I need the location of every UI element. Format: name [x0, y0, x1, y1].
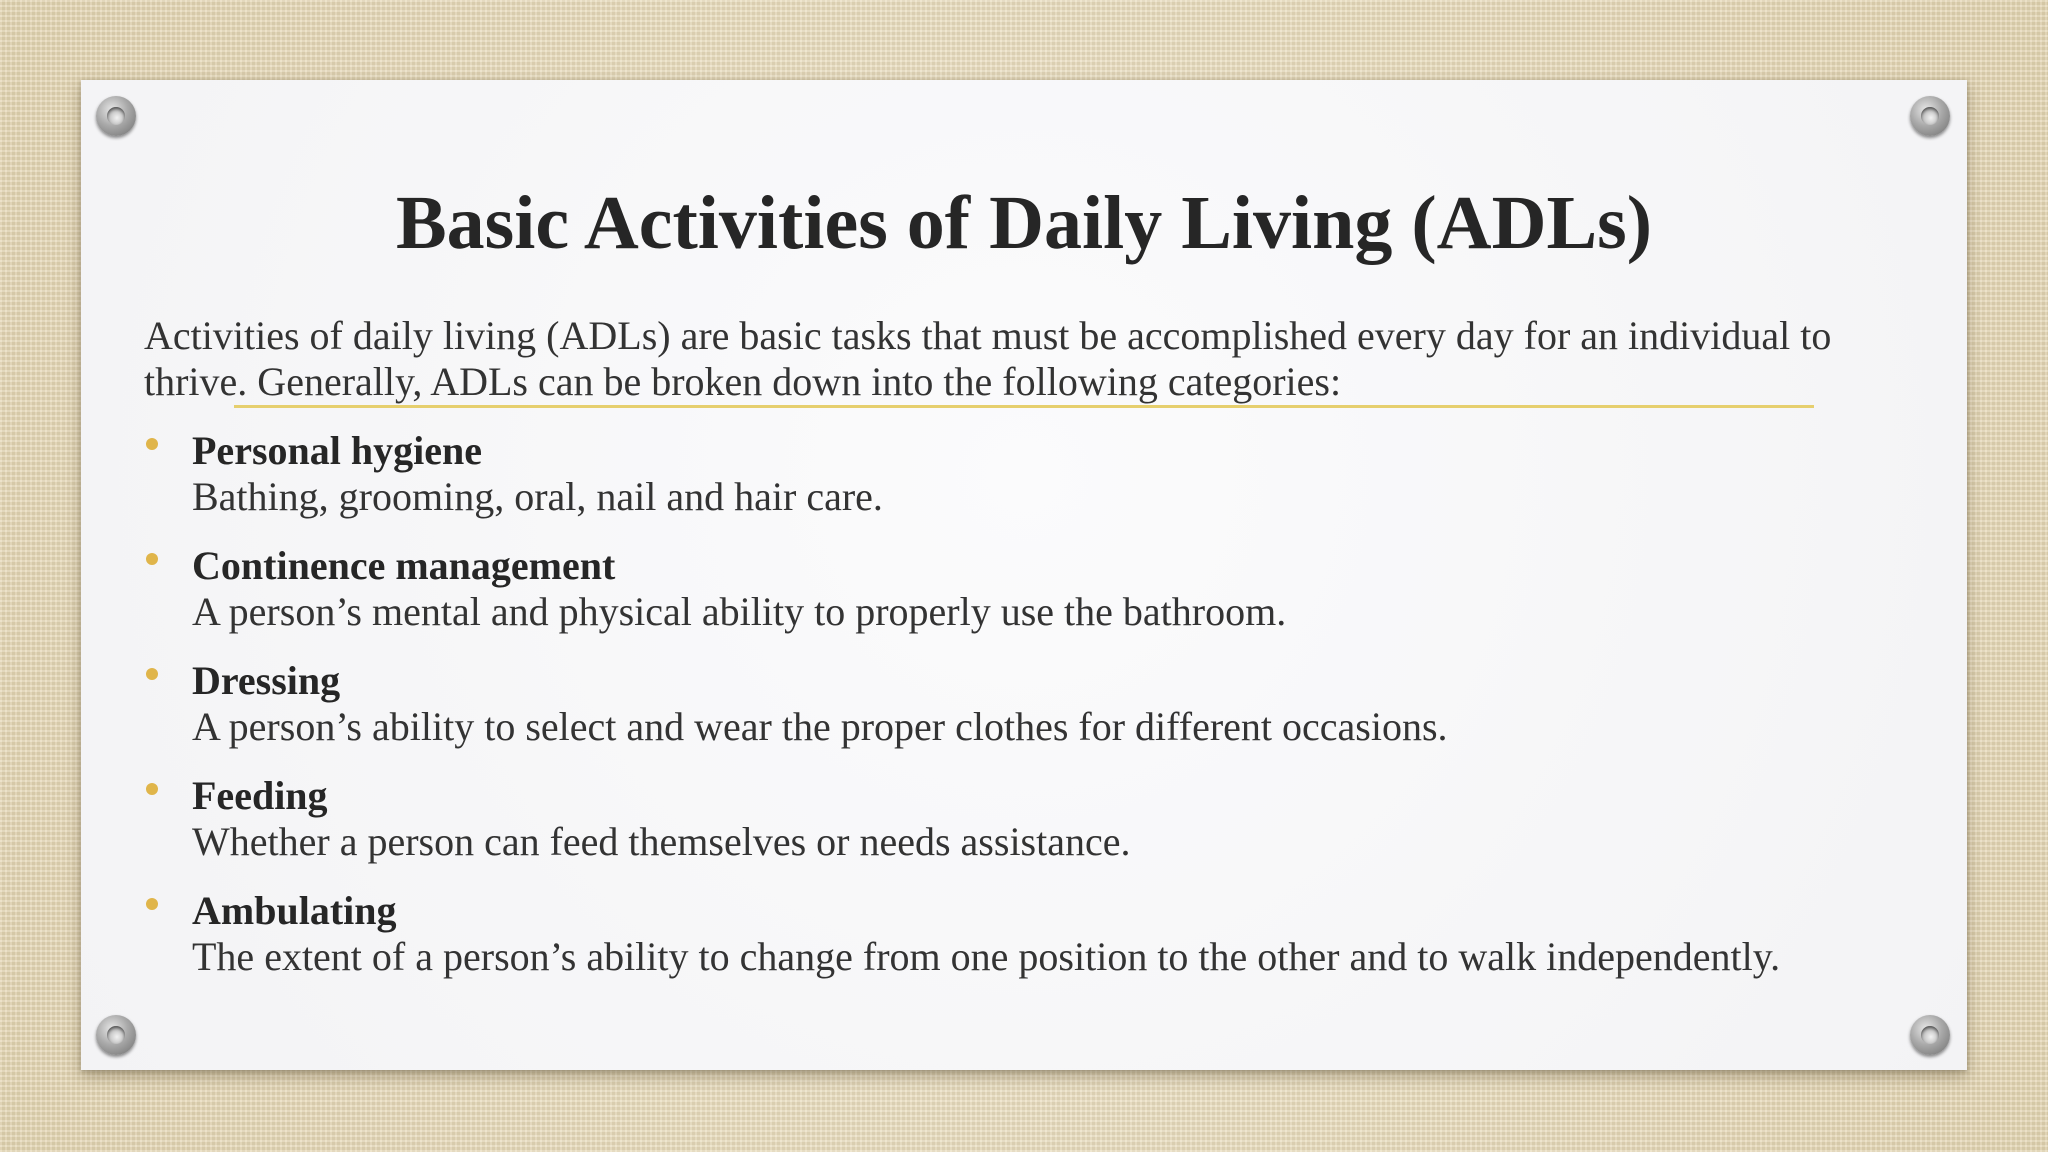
accent-underline — [234, 405, 1814, 408]
intro-paragraph: Activities of daily living (ADLs) are basic tasks that must be accomplished every day for an individual to thrive. Generally, ADLs can be broken down into the following categories: — [144, 313, 1832, 404]
slide-title: Basic Activities of Daily Living (ADLs) — [395, 181, 1653, 265]
item-description: Bathing, grooming, oral, nail and hair care. — [192, 474, 883, 519]
list-item — [144, 658, 1864, 750]
grommet-icon — [1910, 1015, 1950, 1055]
list-item — [144, 543, 1864, 635]
grommet-icon — [96, 96, 136, 136]
item-title: Ambulating — [192, 888, 397, 933]
item-description: A person’s ability to select and wear the proper clothes for different occasions. — [192, 704, 1448, 749]
bullet-icon — [146, 668, 158, 680]
list-item — [144, 773, 1864, 865]
item-description: Whether a person can feed themselves or needs assistance. — [192, 819, 1131, 864]
grommet-icon — [96, 1015, 136, 1055]
list-item — [144, 888, 1864, 980]
bullet-icon — [146, 553, 158, 565]
item-title: Dressing — [192, 658, 341, 703]
bullet-icon — [146, 898, 158, 910]
adl-category-list — [144, 428, 1864, 1003]
item-description: A person’s mental and physical ability to properly use the bathroom. — [192, 589, 1287, 634]
list-item — [144, 428, 1864, 520]
grommet-icon — [1910, 96, 1950, 136]
item-title: Continence management — [192, 543, 616, 588]
item-description: The extent of a person’s ability to change from one position to the other and to walk independently. — [192, 934, 1781, 979]
item-title: Feeding — [192, 773, 328, 818]
item-title: Personal hygiene — [192, 428, 482, 473]
bullet-icon — [146, 783, 158, 795]
bullet-icon — [146, 438, 158, 450]
